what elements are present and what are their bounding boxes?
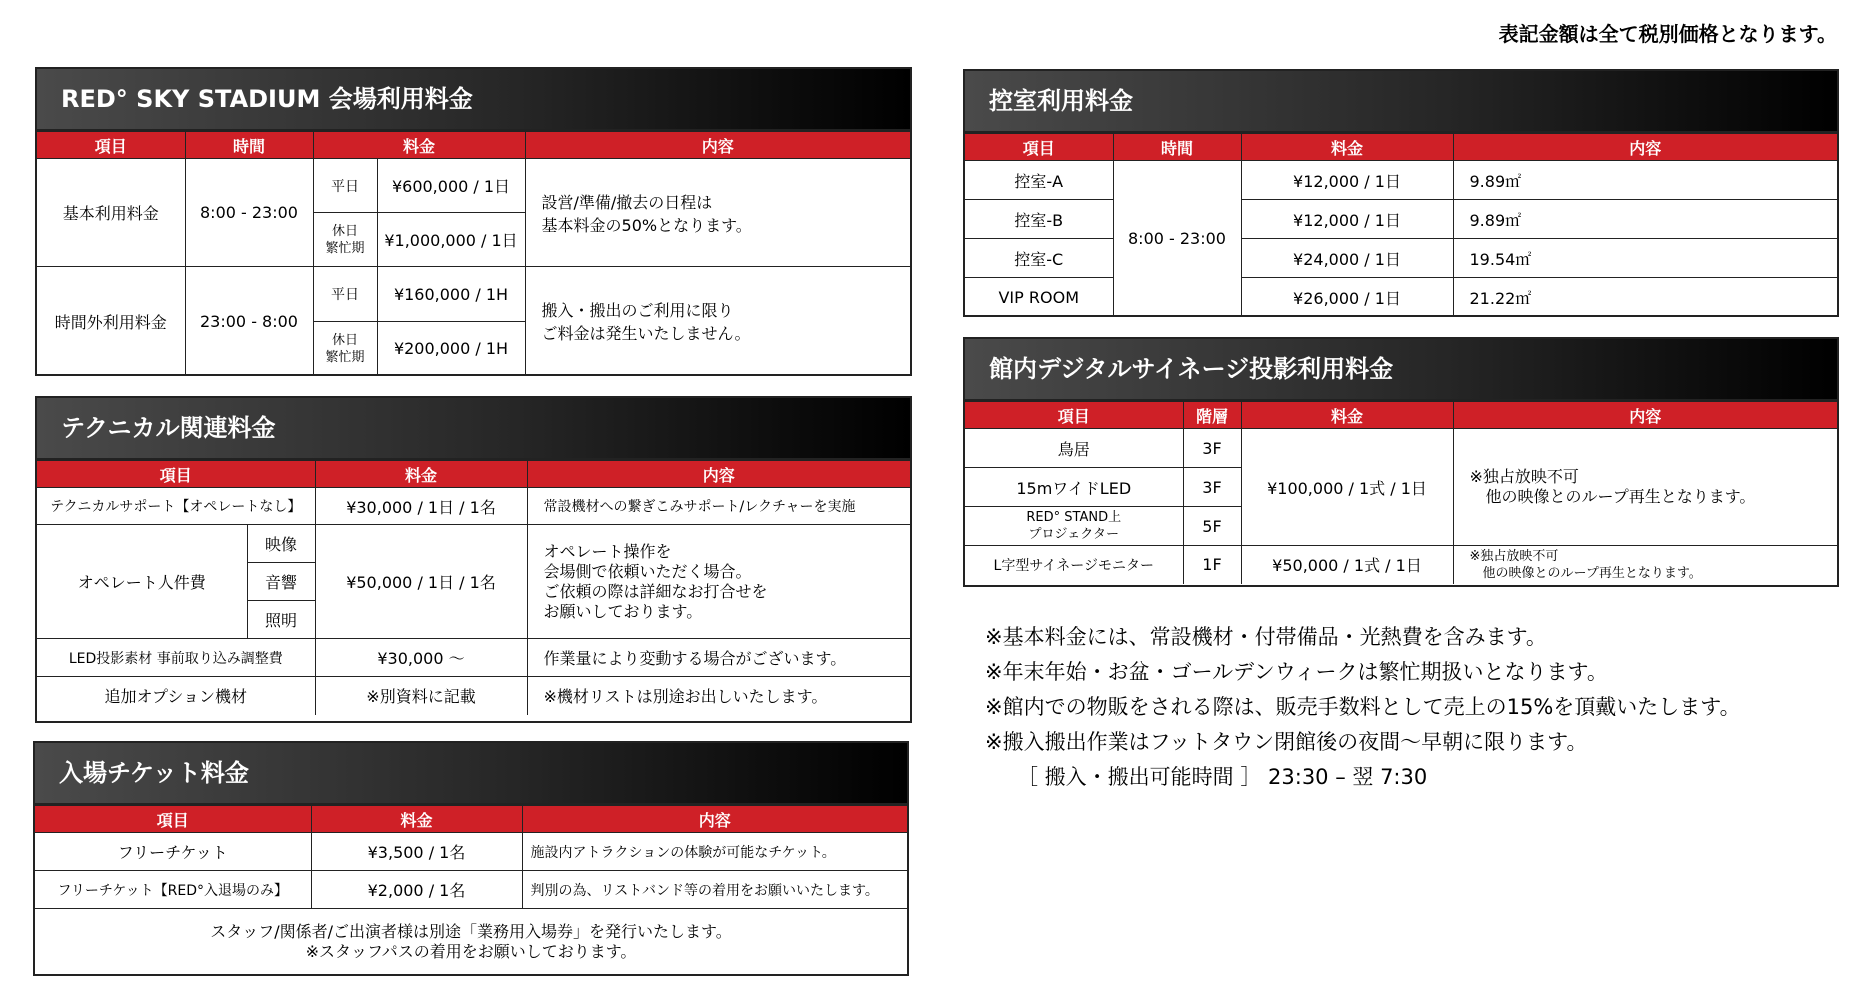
col-header-item: 項目 — [37, 132, 185, 159]
signage-fee-title: 館内デジタルサイネージ投影利用料金 — [965, 339, 1837, 401]
operate-sub-video: 映像 — [247, 525, 315, 563]
col-header-item: 項目 — [35, 806, 311, 833]
basic-holiday-price: ¥1,000,000 / 1日 — [377, 213, 525, 267]
technical-fee-panel — [35, 396, 912, 723]
col-header-content: 内容 — [525, 132, 910, 159]
stadium-fee-title: RED° SKY STADIUM 会場利用料金 — [37, 69, 910, 131]
room-row-price: ¥24,000 / 1日 — [1241, 239, 1453, 278]
room-row-size: 9.89㎡ — [1453, 161, 1837, 200]
option-equipment-price: ※別資料に記載 — [315, 677, 527, 715]
overtime-fee-time: 23:00 - 8:00 — [185, 267, 313, 376]
col-header-price: 料金 — [1241, 134, 1453, 161]
tax-note: 表記金額は全て税別価格となります。 — [1498, 22, 1837, 46]
tech-support-price: ¥30,000 / 1日 / 1名 — [315, 488, 527, 525]
option-equipment-item: 追加オプション機材 — [37, 677, 315, 715]
room-row-item: 控室-B — [965, 200, 1113, 239]
room-fee-title: 控室利用料金 — [965, 71, 1837, 133]
overtime-fee-item: 時間外利用料金 — [37, 267, 185, 376]
signage-row-floor: 3F — [1183, 468, 1241, 507]
holiday-label: 休日 繁忙期 — [313, 322, 377, 376]
room-row-price: ¥26,000 / 1日 — [1241, 278, 1453, 317]
room-row-size: 19.54㎡ — [1453, 239, 1837, 278]
col-header-price: 料金 — [313, 132, 525, 159]
basic-fee-content: 設営/準備/撤去の日程は 基本料金の50%となります。 — [525, 159, 910, 267]
col-header-item: 項目 — [37, 461, 315, 488]
operate-item: オペレート人件費 — [37, 525, 247, 639]
col-header-price: 料金 — [315, 461, 527, 488]
technical-fee-table — [37, 460, 910, 715]
note-line: ※年末年始・お盆・ゴールデンウィークは繁忙期扱いとなります。 — [985, 660, 1608, 684]
operate-content: オペレート操作を 会場側で依頼いただく場合。 ご依頼の際は詳細なお打合せを お願いしております。 — [527, 525, 910, 639]
signage-row-item: 鳥居 — [965, 429, 1183, 468]
operate-price: ¥50,000 / 1日 / 1名 — [315, 525, 527, 639]
signage-fee-table — [965, 401, 1837, 584]
ticket-row-content: 施設内アトラクションの体験が可能なチケット。 — [522, 833, 907, 871]
col-header-item: 項目 — [965, 402, 1183, 429]
operate-sub-lighting: 照明 — [247, 601, 315, 639]
operate-sub-sound: 音響 — [247, 563, 315, 601]
signage-row-floor: 3F — [1183, 429, 1241, 468]
room-fee-panel — [963, 69, 1839, 317]
signage-row-item: 15mワイドLED — [965, 468, 1183, 507]
signage-fee-panel — [963, 337, 1839, 587]
tech-support-content: 常設機材への繋ぎこみサポート/レクチャーを実施 — [527, 488, 910, 525]
room-row-size: 21.22㎡ — [1453, 278, 1837, 317]
ticket-row-item: フリーチケット — [35, 833, 311, 871]
col-header-item: 項目 — [965, 134, 1113, 161]
ticket-footer-note: スタッフ/関係者/ご出演者様は別途「業務用入場券」を発行いたします。 ※スタッフパスの着用をお願いしております。 — [35, 909, 907, 975]
ticket-row-price: ¥2,000 / 1名 — [311, 871, 522, 909]
ticket-fee-panel — [33, 741, 909, 976]
col-header-content: 内容 — [527, 461, 910, 488]
room-row-item: 控室-A — [965, 161, 1113, 200]
ticket-fee-table — [35, 805, 907, 975]
col-header-price: 料金 — [1241, 402, 1453, 429]
col-header-content: 内容 — [1453, 402, 1837, 429]
room-row-item: VIP ROOM — [965, 278, 1113, 317]
led-adjust-price: ¥30,000 ～ — [315, 639, 527, 677]
ticket-row-price: ¥3,500 / 1名 — [311, 833, 522, 871]
col-header-price: 料金 — [311, 806, 522, 833]
basic-weekday-price: ¥600,000 / 1日 — [377, 159, 525, 213]
room-row-item: 控室-C — [965, 239, 1113, 278]
ticket-fee-title: 入場チケット料金 — [35, 743, 907, 805]
signage-row-item: L字型サイネージモニター — [965, 546, 1183, 584]
signage-group-price: ¥100,000 / 1式 / 1日 — [1241, 429, 1453, 546]
led-adjust-content: 作業量により変動する場合がございます。 — [527, 639, 910, 677]
holiday-label: 休日 繁忙期 — [313, 213, 377, 267]
signage-row-floor: 1F — [1183, 546, 1241, 584]
led-adjust-item: LED投影素材 事前取り込み調整費 — [37, 639, 315, 677]
overtime-holiday-price: ¥200,000 / 1H — [377, 322, 525, 376]
ticket-row-content: 判別の為、リストバンド等の着用をお願いいたします。 — [522, 871, 907, 909]
stadium-fee-table — [37, 131, 910, 376]
col-header-content: 内容 — [522, 806, 907, 833]
note-line: ※館内での物販をされる際は、販売手数料として売上の15%を頂戴いたします。 — [985, 695, 1741, 719]
tech-support-item: テクニカルサポート【オペレートなし】 — [37, 488, 315, 525]
col-header-time: 時間 — [1113, 134, 1241, 161]
notes-block — [985, 620, 1741, 795]
weekday-label: 平日 — [313, 159, 377, 213]
room-time: 8:00 - 23:00 — [1113, 161, 1241, 317]
room-row-price: ¥12,000 / 1日 — [1241, 161, 1453, 200]
signage-row-price: ¥50,000 / 1式 / 1日 — [1241, 546, 1453, 584]
signage-group-content: ※独占放映不可 他の映像とのループ再生となります。 — [1453, 429, 1837, 546]
overtime-weekday-price: ¥160,000 / 1H — [377, 267, 525, 322]
room-fee-table — [965, 133, 1837, 317]
note-line: ※基本料金には、常設機材・付帯備品・光熱費を含みます。 — [985, 625, 1547, 649]
note-line: ※搬入搬出作業はフットタウン閉館後の夜間～早朝に限ります。 — [985, 730, 1588, 754]
ticket-row-item: フリーチケット【RED°入退場のみ】 — [35, 871, 311, 909]
technical-fee-title: テクニカル関連料金 — [37, 398, 910, 460]
note-load-time: ［ 搬入・搬出可能時間 ］ 23:30 – 翌 7:30 — [1017, 765, 1428, 789]
col-header-time: 時間 — [185, 132, 313, 159]
signage-row-content: ※独占放映不可 他の映像とのループ再生となります。 — [1453, 546, 1837, 584]
overtime-fee-content: 搬入・搬出のご利用に限り ご料金は発生いたしません。 — [525, 267, 910, 376]
weekday-label: 平日 — [313, 267, 377, 322]
signage-row-item: RED° STAND上 プロジェクター — [965, 507, 1183, 546]
room-row-size: 9.89㎡ — [1453, 200, 1837, 239]
stadium-fee-panel — [35, 67, 912, 376]
basic-fee-item: 基本利用料金 — [37, 159, 185, 267]
option-equipment-content: ※機材リストは別途お出しいたします。 — [527, 677, 910, 715]
room-row-price: ¥12,000 / 1日 — [1241, 200, 1453, 239]
col-header-content: 内容 — [1453, 134, 1837, 161]
col-header-floor: 階層 — [1183, 402, 1241, 429]
signage-row-floor: 5F — [1183, 507, 1241, 546]
basic-fee-time: 8:00 - 23:00 — [185, 159, 313, 267]
